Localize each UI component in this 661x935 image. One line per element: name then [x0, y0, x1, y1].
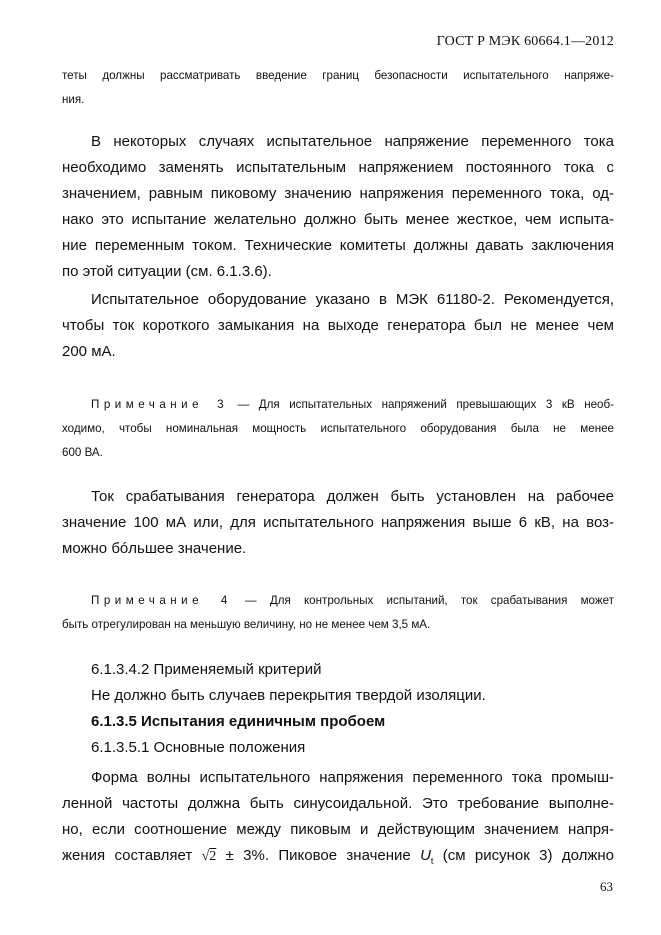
- text-line: ленной частоты должна быть синусоидальной. Это требование выполне-: [62, 795, 614, 812]
- variable-subscript: t: [430, 856, 434, 866]
- text-line: но, если соотношение между пиковым и действующим значением напря-: [62, 821, 614, 838]
- page-number: 63: [600, 879, 613, 894]
- section-headings: [62, 657, 614, 761]
- text-line: ние переменным током. Технические комитеты должны давать заключения: [62, 237, 614, 254]
- text-line: значение 100 мА или, для испытательного напряжения выше 6 кВ, на воз-: [62, 514, 614, 531]
- note-label: Примечание 3: [91, 398, 229, 411]
- sqrt-expression: [202, 849, 217, 864]
- paragraph-dc-test-voltage: [62, 129, 614, 285]
- text-fragment: ± 3%. Пиковое значение: [216, 847, 421, 864]
- text-line: необходимо заменять испытательным напряжением постоянного тока с: [62, 159, 614, 176]
- text-line: Ток срабатывания генератора должен быть установлен на рабочее: [91, 488, 614, 505]
- note-text: — Для контрольных испытаний, ток срабатывания может: [231, 594, 614, 607]
- note-3: [62, 393, 614, 465]
- text-line: Испытательное оборудование указано в МЭК 61180-2. Рекомендуется,: [91, 291, 614, 308]
- text-line: [62, 393, 614, 417]
- continuation-paragraph: [62, 64, 614, 112]
- text-line: ходимо, чтобы номинальная мощность испытательного оборудования была не менее: [62, 422, 614, 435]
- text-line: теты должны рассматривать введение границ безопасности испытательного напряже-: [62, 69, 614, 82]
- section-heading: 6.1.3.5 Испытания единичным пробоем: [91, 713, 386, 730]
- text-line: значением, равным пиковому значению напряжения переменного тока, од-: [62, 185, 614, 202]
- variable-symbol: U: [420, 847, 431, 864]
- paragraph-waveform: [62, 765, 614, 874]
- text-line: Форма волны испытательного напряжения переменного тока промыш-: [91, 769, 614, 786]
- text-line: Не должно быть случаев перекрытия твердой изоляции.: [91, 687, 486, 704]
- text-fragment: жения составляет: [62, 847, 202, 864]
- clause-heading: 6.1.3.5.1 Основные положения: [91, 739, 306, 756]
- text-line: В некоторых случаях испытательное напряжение переменного тока: [91, 133, 614, 150]
- paragraph-trip-current: [62, 484, 614, 562]
- text-line: 200 мА.: [62, 343, 116, 360]
- text-line: [62, 843, 614, 874]
- sqrt-radicand: 2: [209, 849, 217, 864]
- note-4: [62, 589, 614, 637]
- text-line: ния.: [62, 93, 85, 106]
- paragraph-test-equipment: [62, 287, 614, 365]
- text-line: [62, 589, 614, 613]
- text-line: можно бóльшее значение.: [62, 540, 247, 557]
- note-text: — Для испытательных напряжений превышающих 3 кВ необ-: [228, 398, 614, 411]
- text-fragment: (см рисунок 3) должно: [433, 847, 614, 864]
- document-header: ГОСТ Р МЭК 60664.1—2012: [436, 34, 614, 49]
- clause-heading: 6.1.3.4.2 Применяемый критерий: [91, 661, 322, 678]
- text-line: нако это испытание желательно должно быть менее жесткое, чем испыта-: [62, 211, 614, 228]
- note-label: Примечание 4: [91, 594, 232, 607]
- text-line: чтобы ток короткого замыкания на выходе генератора был не менее чем: [62, 317, 614, 334]
- text-line: 600 ВА.: [62, 446, 103, 459]
- text-line: быть отрегулирован на меньшую величину, но не менее чем 3,5 мА.: [62, 618, 431, 631]
- sqrt-sign: √: [201, 849, 210, 864]
- text-line: по этой ситуации (см. 6.1.3.6).: [62, 263, 272, 280]
